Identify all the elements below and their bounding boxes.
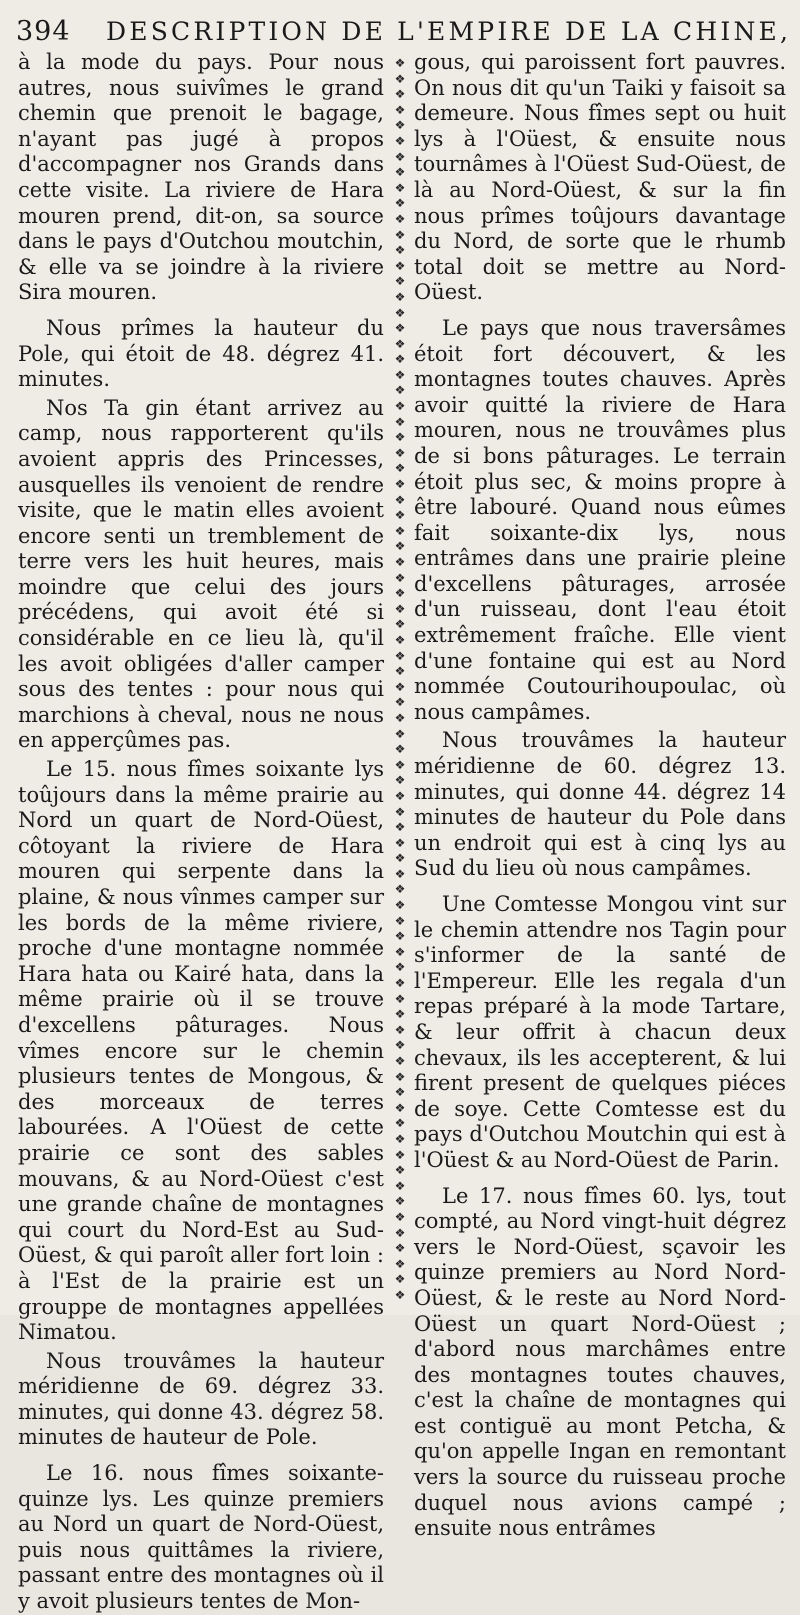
ornament-glyph: ❖ (394, 835, 406, 850)
ornament-glyph: ❖ (394, 1241, 406, 1256)
left-column (18, 50, 384, 1615)
ornament-glyph: ❖ (394, 1131, 406, 1146)
paragraph: Nous trouvâmes la hauteur méridienne de 60. dégrez 13. minutes, qui donne 44. dégrez 14 minutes de hauteur du Pole dans un endroit qui est à cinq lys au Sud du lieu où nous campâmes. (414, 728, 786, 881)
ornament-glyph: ❖ (394, 367, 406, 382)
ornament-glyph: ❖ (394, 898, 406, 913)
ornament-glyph: ❖ (394, 1194, 406, 1209)
ornament-glyph: ❖ (394, 133, 406, 148)
ornament-glyph: ❖ (394, 555, 406, 569)
ornament-glyph: ❖ (394, 991, 406, 1006)
ornament-glyph: ❖ (394, 523, 406, 538)
ornamental-column-divider (393, 56, 407, 1304)
ornament-glyph: ❖ (394, 1272, 406, 1287)
ornament-glyph: ❖ (394, 1085, 406, 1100)
ornament-glyph: ❖ (394, 944, 406, 959)
ornament-glyph: ❖ (394, 274, 406, 289)
ornament-glyph: ❖ (394, 913, 406, 928)
ornament-glyph: ❖ (394, 570, 406, 585)
ornament-glyph: ❖ (394, 461, 406, 476)
ornament-glyph: ❖ (394, 804, 406, 819)
ornament-glyph: ❖ (394, 492, 406, 507)
paragraph: à la mode du pays. Pour nous autres, nous suivîmes le grand chemin que prenoit le bagage, n'ayant pas jugé à propos d'accompagner nos Grands dans cette visite. La riviere de Hara mouren prend, dit-on, sa source dans le pays d'Outchou moutchin, & elle va se joindre à la riviere Sira mouren. (18, 50, 384, 305)
ornament-glyph: ❖ (394, 477, 406, 492)
ornament-glyph: ❖ (394, 866, 406, 881)
ornament-glyph: ❖ (394, 165, 406, 180)
paragraph: Nous trouvâmes la hauteur méridienne de 69. dégrez 33. minutes, qui donne 43. dégrez 58. minutes de hauteur de Pole. (18, 1348, 384, 1450)
ornament-glyph: ❖ (394, 1147, 406, 1162)
ornament-glyph: ❖ (394, 726, 406, 741)
ornament-glyph: ❖ (394, 710, 406, 725)
ornament-glyph: ❖ (394, 820, 406, 835)
paragraph: Le 17. nous fîmes 60. lys, tout compté, au Nord vingt-huit dégrez vers le Nord-Oüest, sçavoir les quinze premiers au Nord Nord-Oüest, & le reste au Nord Nord-Oüest un quart Nord-Oüest ; d'abord nous marchâmes entre des montagnes toutes chauves, c'est la chaîne de montagnes qui est contiguë au mont Petcha, & qu'on appelle Ingan en remontant vers la source du ruisseau proche duquel nous avions campé ; ensuite nous entrâmes (414, 1183, 786, 1541)
ornament-glyph: ❖ (394, 118, 406, 133)
ornament-glyph: ❖ (394, 1007, 406, 1022)
ornament-glyph: ❖ (394, 196, 406, 211)
ornament-glyph: ❖ (394, 976, 406, 991)
ornament-glyph: ❖ (394, 258, 406, 273)
ornament-glyph: ❖ (394, 648, 406, 663)
ornament-glyph: ❖ (394, 1116, 406, 1131)
running-title: DESCRIPTION DE L'EMPIRE DE LA CHINE, (106, 17, 792, 46)
paragraph: Le pays que nous traversâmes étoit fort découvert, & les montagnes toutes chauves. Après avoir quitté la riviere de Hara mouren, nous ne trouvâmes plus de si bons pâturages. Le terrain étoit plus sec, & moins propre à être labouré. Quand nous eûmes fait soixante-dix lys, nous entrâmes dans une prairie pleine d'excellens pâturages, arrosée d'un ruisseau, dont l'eau étoit extrêmement fraîche. Elle vient d'une fontaine qui est au Nord nommée Coutourihoupoulac, où nous campâmes. (414, 315, 786, 724)
ornament-glyph: ❖ (394, 632, 406, 647)
ornament-glyph: ❖ (394, 1225, 406, 1240)
ornament-glyph: ❖ (394, 508, 406, 523)
ornament-glyph: ❖ (394, 742, 406, 757)
ornament-glyph: ❖ (394, 414, 406, 429)
ornament-glyph: ❖ (394, 243, 406, 258)
ornament-glyph: ❖ (394, 56, 406, 70)
ornament-glyph: ❖ (394, 289, 406, 304)
paragraph: Le 16. nous fîmes soixante-quinze lys. Les quinze premiers au Nord un quart de Nord-Oüest, puis nous quittâmes la riviere, passant entre des montagnes où il y avoit plusieurs tentes de Mon- (18, 1461, 384, 1614)
paragraph: Le 15. nous fîmes soixante lys toûjours dans la même prairie au Nord un quart de Nord-Oüest, côtoyant la riviere de Hara mouren qui serpente dans la plaine, & nous vînmes camper sur les bords de la même riviere, proche d'une montagne nommée Hara hata ou Kairé hata, dans la même prairie où il se trouve d'excellens pâturages. Nous vîmes encore sur le chemin plusieurs tentes de Mongous, & des morceaux de terres labourées. A l'Oüest de cette prairie ce sont des sables mouvans, & au Nord-Oüest c'est une grande chaîne de montagnes qui court du Nord-Est au Sud-Oüest, & qui paroît aller fort loin : à l'Est de la prairie est un grouppe de montagnes appellées Nimatou. (18, 757, 384, 1345)
ornament-glyph: ❖ (394, 1054, 406, 1068)
page-header (14, 16, 792, 50)
ornament-glyph: ❖ (394, 383, 406, 398)
ornament-glyph: ❖ (394, 305, 406, 320)
ornament-glyph: ❖ (394, 399, 406, 414)
ornament-glyph: ❖ (394, 617, 406, 632)
ornament-glyph: ❖ (394, 601, 406, 616)
ornament-glyph: ❖ (394, 211, 406, 226)
ornament-glyph: ❖ (394, 1209, 406, 1224)
ornament-glyph: ❖ (394, 757, 406, 772)
ornament-glyph: ❖ (394, 851, 406, 866)
paragraph: Une Comtesse Mongou vint sur le chemin attendre nos Tagin pour s'informer de la santé de l'Empereur. Elle les regala d'un repas préparé à la mode Tartare, & leur offrit à chacun deux chevaux, ils les accepterent, & lui firent present de quelques piéces de soye. Cette Comtesse est du pays d'Outchou Moutchin qui est à l'Oüest & au Nord-Oüest de Parin. (414, 892, 786, 1172)
ornament-glyph: ❖ (394, 102, 406, 117)
ornament-glyph: ❖ (394, 180, 406, 195)
ornament-glyph: ❖ (394, 586, 406, 601)
ornament-glyph: ❖ (394, 773, 406, 788)
ornament-glyph: ❖ (394, 87, 406, 102)
ornament-glyph: ❖ (394, 882, 406, 897)
page-number: 394 (16, 16, 71, 47)
ornament-glyph: ❖ (394, 695, 406, 710)
ornament-glyph: ❖ (394, 1022, 406, 1037)
ornament-glyph: ❖ (394, 1163, 406, 1178)
ornament-glyph: ❖ (394, 149, 406, 164)
paragraph: gous, qui paroissent fort pauvres. On nous dit qu'un Taiki y faisoit sa demeure. Nous fîmes sept ou huit lys à l'Oüest, & ensuite nous tournâmes à l'Oüest Sud-Oüest, de là au Nord-Oüest, & sur la fin nous prîmes toûjours davantage du Nord, de sorte que le rhumb total doit se mettre au Nord-Oüest. (414, 50, 786, 305)
ornament-glyph: ❖ (394, 1069, 406, 1084)
paragraph: Nos Ta gin étant arrivez au camp, nous rapporterent qu'ils avoient appris des Princesses, ausquelles ils venoient de rendre visite, que le matin elles avoient encore senti un tremblement de terre vers les huit heures, mais moindre que celui des jours précédens, qui avoit été si considérable en ce lieu là, qu'il les avoit obligées d'aller camper sous des tentes : pour nous qui marchions à cheval, nous ne nous en apperçûmes pas. (18, 395, 384, 753)
right-column (414, 50, 786, 1542)
ornament-glyph: ❖ (394, 1256, 406, 1271)
ornament-glyph: ❖ (394, 445, 406, 460)
ornament-glyph: ❖ (394, 1287, 406, 1302)
ornament-glyph: ❖ (394, 430, 406, 445)
ornament-glyph: ❖ (394, 71, 406, 86)
ornament-glyph: ❖ (394, 227, 406, 242)
ornament-glyph: ❖ (394, 788, 406, 803)
ornament-glyph: ❖ (394, 1038, 406, 1053)
ornament-glyph: ❖ (394, 664, 406, 679)
ornament-glyph: ❖ (394, 321, 406, 336)
paragraph: Nous prîmes la hauteur du Pole, qui étoit de 48. dégrez 41. minutes. (18, 315, 384, 392)
ornament-glyph: ❖ (394, 336, 406, 351)
ornament-glyph: ❖ (394, 539, 406, 554)
ornament-glyph: ❖ (394, 1100, 406, 1115)
ornament-glyph: ❖ (394, 352, 406, 367)
ornament-glyph: ❖ (394, 929, 406, 944)
ornament-glyph: ❖ (394, 679, 406, 694)
ornament-glyph: ❖ (394, 960, 406, 975)
ornament-glyph: ❖ (394, 1178, 406, 1193)
